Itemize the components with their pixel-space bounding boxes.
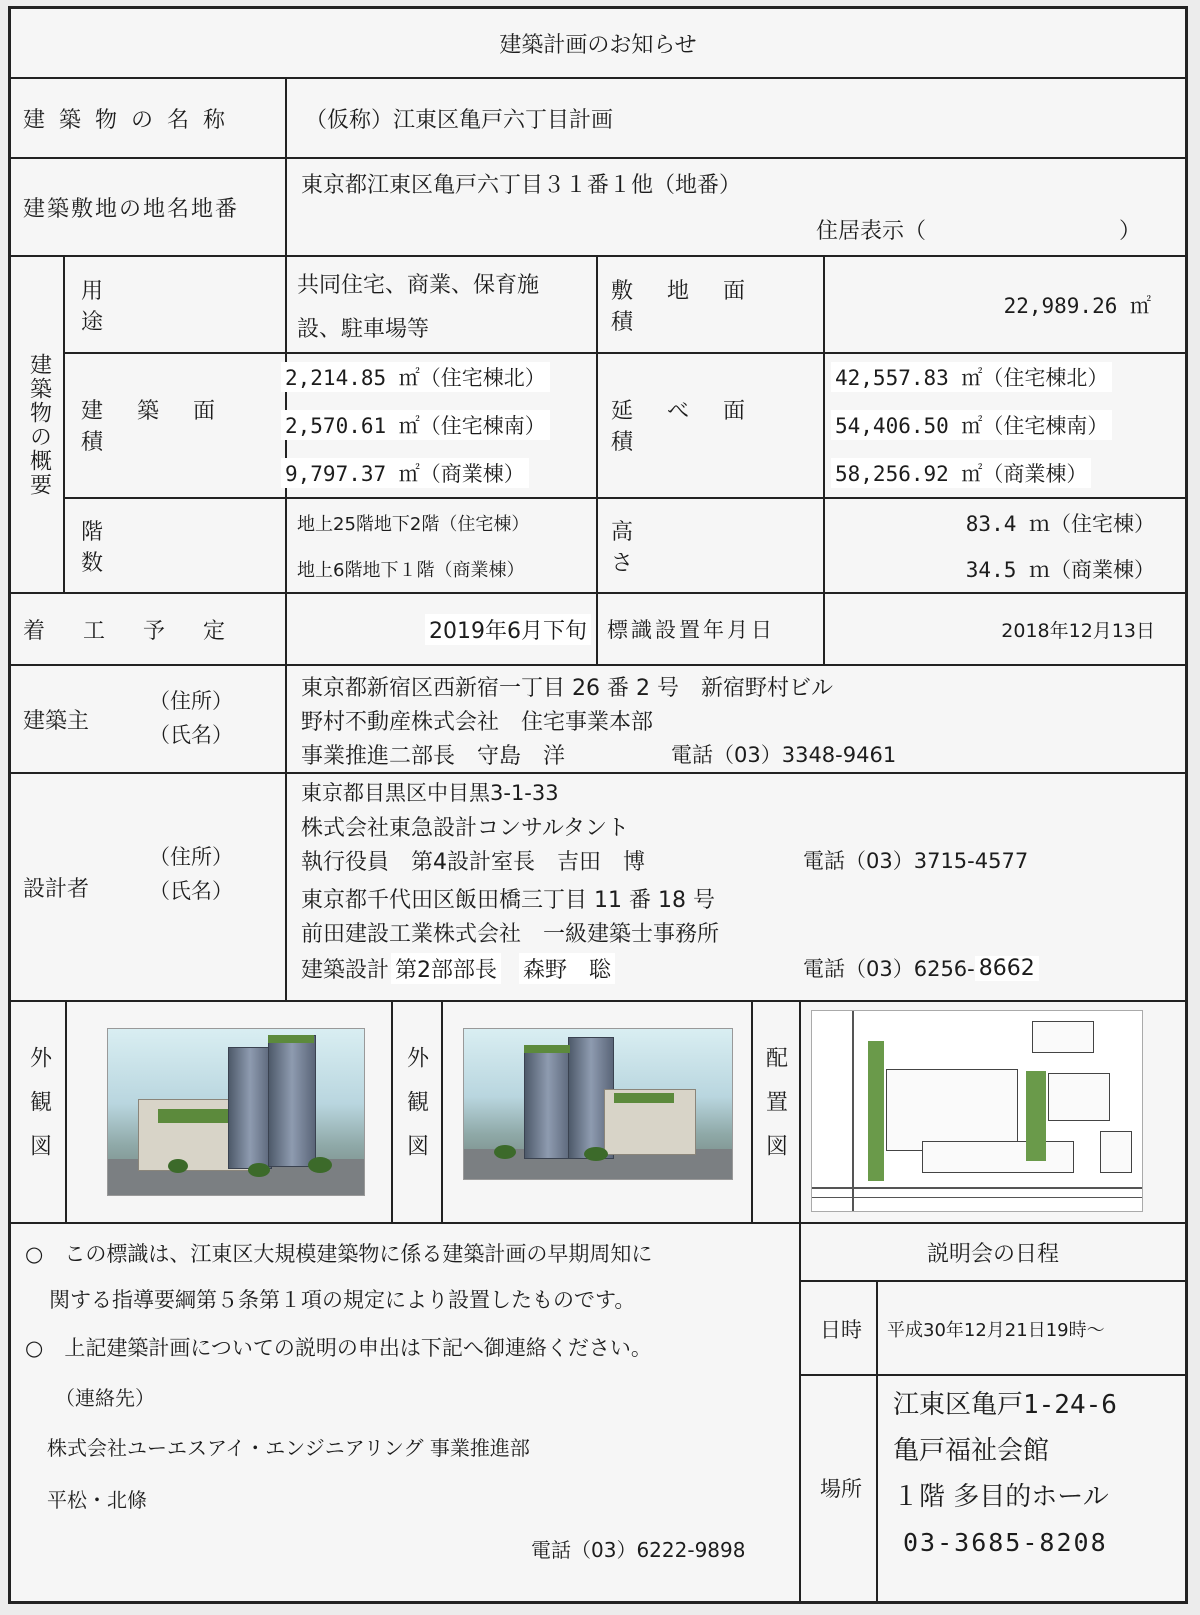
floor-area-2: 54,406.50 ㎡（住宅棟南） (831, 410, 1112, 440)
building-area-label: 建築面積 (81, 398, 250, 455)
floors-label: 階数 (81, 519, 254, 576)
owner-label: 建築主 (23, 708, 90, 734)
exterior-label-1: 外観図 (26, 1046, 52, 1178)
exterior-label-2: 外観図 (403, 1046, 429, 1178)
designer-a-line1: 東京都目黒区中目黒3-1-33 (301, 781, 559, 805)
owner-name-label: （氏名） (149, 723, 233, 747)
contact-person: 平松・北條 (47, 1487, 147, 1512)
owner-phone: 電話（03）3348-9461 (671, 743, 897, 767)
floor-area-1: 42,557.83 ㎡（住宅棟北） (831, 362, 1112, 392)
meeting-date-value: 平成30年12月21日19時～ (887, 1320, 1105, 1341)
bottom-area (11, 1224, 1185, 1601)
building-name-value: （仮称）江東区亀戸六丁目計画 (305, 107, 614, 133)
owner-line3: 事業推進二部長 守島 洋 (301, 743, 566, 769)
designer-label: 設計者 (23, 876, 90, 902)
use-label-text: 用途 (81, 278, 254, 335)
building-name-label: 建築物の名称 (23, 107, 240, 133)
building-area-1: 2,214.85 ㎡（住宅棟北） (281, 362, 550, 392)
height-1: 83.4 ｍ（住宅棟） (965, 512, 1155, 536)
notice-line1: ○ この標識は、江東区大規模建築物に係る建築計画の早期周知に (25, 1242, 653, 1266)
building-area-3: 9,797.37 ㎡（商業棟） (281, 458, 529, 488)
meeting-place-3: １階 多目的ホール (893, 1481, 1109, 1512)
site-address-label: 建築敷地の地名地番 (23, 196, 240, 222)
page-title: 建築計画のお知らせ (499, 32, 697, 58)
designer-b-line3a: 建築設計 (301, 957, 390, 983)
notice-board (8, 6, 1188, 1604)
start-value: 2019年6月下旬 (425, 614, 591, 645)
designer-b-line2: 前田建設工業株式会社 一級建築士事務所 (301, 921, 720, 947)
layout-label: 配置図 (762, 1046, 788, 1178)
residence-close: ） (1119, 218, 1142, 244)
meeting-place-2: 亀戸福祉会館 (893, 1435, 1050, 1466)
height-label: 高さ (611, 519, 784, 576)
designer-a-phone: 電話（03）3715-4577 (803, 849, 1029, 873)
designer-addr-label: （住所） (149, 845, 233, 869)
use-value-2: 設、駐車場等 (297, 316, 430, 342)
site-lot: 東京都江東区亀戸六丁目３１番１他（地番） (301, 172, 742, 198)
floor-area-3: 58,256.92 ㎡（商業棟） (831, 458, 1091, 488)
designer-b-line3c: 森野 聡 (519, 953, 615, 984)
designer-a-line3: 執行役員 第4設計室長 吉田 博 (301, 849, 645, 875)
start-label: 着工予定 (23, 618, 264, 644)
owner-line1: 東京都新宿区西新宿一丁目 26 番 2 号 新宿野村ビル (301, 675, 833, 701)
site-plan (811, 1010, 1143, 1212)
height-2: 34.5 ｍ（商業棟） (965, 558, 1155, 582)
sign-date-label: 標識設置年月日 (607, 618, 775, 642)
building-name-row (11, 79, 1185, 159)
exterior-render-1 (107, 1028, 365, 1196)
site-address-row (11, 159, 1185, 257)
designer-b-phone-a: 電話（03）6256- (803, 957, 975, 981)
contact-company: 株式会社ユーエスアイ・エンジニアリング 事業推進部 (47, 1435, 530, 1460)
designer-b-line1: 東京都千代田区飯田橋三丁目 11 番 18 号 (301, 887, 715, 913)
overview-group-label: 建築物の概要 (26, 352, 52, 497)
sign-date-value: 2018年12月13日 (1001, 619, 1155, 642)
owner-row (11, 666, 1185, 774)
notice-line3: ○ 上記建築計画についての説明の申出は下記へ御連絡ください。 (25, 1336, 652, 1360)
site-area-value: 22,989.26 ㎡ (1003, 293, 1151, 318)
contact-phone: 電話（03）6222-9898 (531, 1537, 746, 1562)
meeting-place-label: 場所 (820, 1476, 862, 1501)
floors-1: 地上25階地下2階（住宅棟） (297, 514, 530, 535)
meeting-place-phone: 03-3685-8208 (903, 1527, 1108, 1557)
residence-label: 住居表示（ (816, 218, 927, 244)
exterior-render-2 (463, 1028, 733, 1180)
meeting-date-label: 日時 (820, 1318, 862, 1342)
schedule-row (11, 594, 1185, 666)
designer-row (11, 774, 1185, 1002)
contact-label: （連絡先） (55, 1385, 155, 1410)
title-row (11, 9, 1185, 79)
designer-a-line2: 株式会社東急設計コンサルタント (301, 815, 630, 841)
use-value-1: 共同住宅、商業、保育施 (297, 272, 540, 298)
floors-label-wrap (81, 497, 281, 594)
notice-line2: 関する指導要綱第５条第１項の規定により設置したものです。 (49, 1288, 636, 1312)
use-label (81, 257, 277, 352)
meeting-title: 説明会の日程 (801, 1224, 1185, 1282)
floor-area-label: 延べ面積 (611, 398, 780, 455)
building-area-2: 2,570.61 ㎡（住宅棟南） (281, 410, 550, 440)
drawings-row (11, 1002, 1185, 1224)
designer-b-phone-b: 8662 (975, 956, 1039, 981)
designer-name-label: （氏名） (149, 879, 233, 903)
designer-b-line3b: 第2部部長 (391, 953, 501, 984)
meeting-place-1: 江東区亀戸1-24-6 (893, 1389, 1117, 1420)
overview-block (11, 257, 1185, 594)
floors-2: 地上6階地下１階（商業棟） (297, 560, 525, 581)
site-area-label: 敷地面積 (611, 278, 780, 335)
owner-addr-label: （住所） (149, 689, 233, 713)
owner-line2: 野村不動産株式会社 住宅事業本部 (301, 709, 654, 735)
height-label-wrap (611, 497, 811, 594)
